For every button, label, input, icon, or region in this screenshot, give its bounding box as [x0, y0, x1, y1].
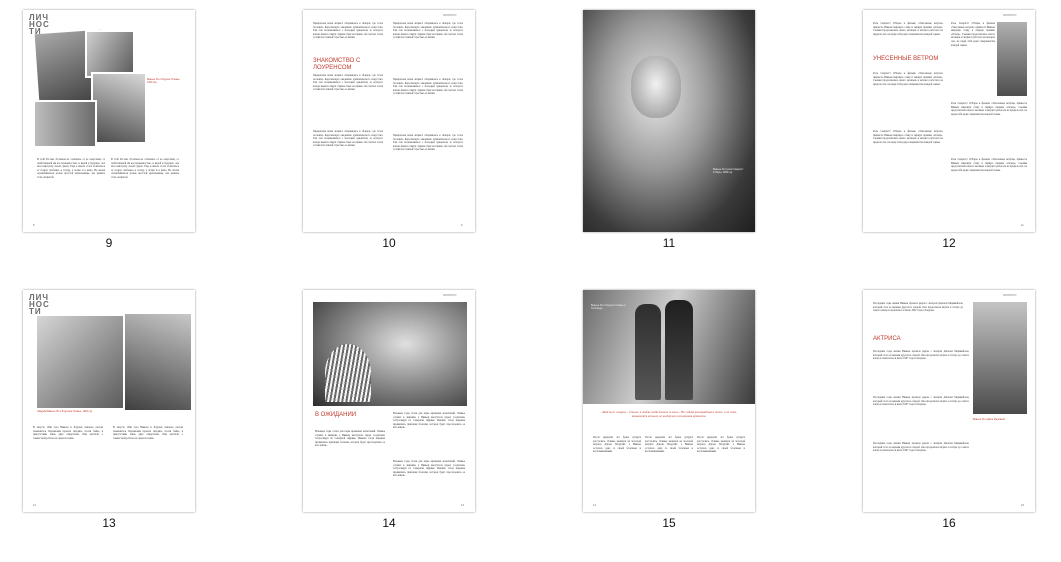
article-text-right: Прекрасная юная актриса отправилась в Лондон, где стала посещать Королевскую академию драматического искусства. Там она познакомилась с молодым адвокатом, за которого вскоре вышла замуж. Однако брак не принес ей счастья: театр оставался главной страстью ее жизни.: [393, 22, 463, 40]
page-thumbnail-9[interactable]: [23, 10, 195, 232]
article-text-left-2: Роль Скарлетт О'Хары в фильме «Унесенные ветром» принесла Вивьен мировую славу и первую премию «Оскар». Съемки продолжались много месяцев, и актриса работала на пределе сил, не щадя себя ради совершенства каждой сцены.: [873, 72, 943, 86]
folio: 8: [33, 224, 35, 227]
page-thumbnail-11[interactable]: [583, 10, 755, 232]
magazine-logo: ЛИЧ НОС ТИ: [29, 13, 50, 36]
page-number-10: 10: [382, 236, 396, 250]
article-text-intro: Последние годы жизни Вивьен провела рядом с актером Джоном Меривейлом, который стал ее верным другом и опорой. Она продолжала играть в театре до самого конца и скончалась в июле 1967 года в Лондоне.: [873, 302, 963, 313]
page-number-14: 14: [382, 516, 396, 530]
article-text-col-1: После двадцати лет брака супруги расстались. Оливье женился на молодой актрисе Джоан Плоурайт, а Вивьен осталась одна со своей болезнью и воспоминаниями.: [593, 436, 641, 454]
couple-photo: [91, 72, 147, 144]
hat-photo: [85, 30, 135, 78]
side-photo: [997, 22, 1027, 96]
wedding-photo: [37, 316, 127, 408]
page-number-11: 11: [662, 236, 676, 250]
article-text-right-3: Роль Скарлетт О'Хары в фильме «Унесенные ветром» принесла Вивьен мировую славу и первую премию «Оскар». Съемки продолжались много месяцев, и актриса работала на пределе сил, не щадя себя ради совершенства каждой сцены.: [951, 158, 1027, 172]
figure-man: [665, 300, 693, 400]
street-photo: [33, 100, 97, 148]
article-text-left: В этой России. И ничем не отличаясь от ее сверстниц, со свойственной им восторженностью, и верой в будущее, она шла навстречу своей судьбе. Еще в школе стала отличаться от подруг любовью к театру, а позже и к кино. Не желая ограничиваться ролью простой зрительницы, она решила стать актрисой.: [37, 158, 105, 179]
folio: 13: [461, 504, 464, 507]
figure-woman: [635, 304, 661, 400]
page-thumbnail-14[interactable]: [303, 290, 475, 512]
article-text-left: Прекрасная юная актриса отправилась в Лондон, где стала посещать Королевскую академию драматического искусства. Там она познакомилась с молодым адвокатом, за которого вскоре вышла замуж. Однако брак не принес ей счастья: театр оставался главной страстью ее жизни.: [313, 74, 383, 92]
photo-caption: Свадьба Вивьен Ли и Лоуренса Оливье, 1940 год: [37, 410, 92, 413]
folio: 11: [1021, 224, 1024, 227]
page-number-13: 13: [102, 516, 116, 530]
page-thumbnail-10[interactable]: [303, 10, 475, 232]
page-thumbnail-16[interactable]: [863, 290, 1035, 512]
section-heading: В ОЖИДАНИИ: [315, 412, 357, 418]
fan-detail: [325, 344, 371, 402]
section-heading: ЗНАКОМСТВО С ЛОУРЕНСОМ: [313, 58, 361, 71]
article-text-right-2: Военные годы стали для пары временем испытаний. Оливье служил в авиации, а Вивьен выступала перед солдатами, гастролируя по Северной Африке. Именно тогда впервые проявились признаки болезни, которая будет преследовать ее всю жизнь.: [393, 460, 465, 478]
page-number-12: 12: [942, 236, 956, 250]
article-text-intro: Прекрасная юная актриса отправилась в Лондон, где стала посещать Королевскую академию драматического искусства. Там она познакомилась с молодым адвокатом, за которого вскоре вышла замуж. Однако брак не принес ей счастья: театр оставался главной страстью ее жизни.: [313, 22, 383, 40]
pull-quote: «Мой муж говорил – Оливье, я люблю тебя больше жизни». Но судьба распорядилась иначе, и их союз, казавшийся вечным, не выдержал испытания временем.: [601, 410, 737, 418]
section-label: ЛИЧНОСТИ: [1003, 14, 1017, 17]
face-highlight: [631, 56, 681, 118]
article-text-right: Военные годы стали для пары временем испытаний. Оливье служил в авиации, а Вивьен выступала перед солдатами, гастролируя по Северной Африке. Именно тогда впервые проявились признаки болезни, которая будет преследовать ее всю жизнь.: [393, 412, 465, 430]
article-text-left: Роль Скарлетт О'Хары в фильме «Унесенные ветром» принесла Вивьен мировую славу и первую премию «Оскар». Съемки продолжались много месяцев, и актриса работала на пределе сил, не щадя себя ради совершенства каждой сцены.: [873, 22, 943, 36]
section-label: ЛИЧНОСТИ: [443, 14, 457, 17]
article-text-left-3: Роль Скарлетт О'Хары в фильме «Унесенные ветром» принесла Вивьен мировую славу и первую премию «Оскар». Съемки продолжались много месяцев, и актриса работала на пределе сил, не щадя себя ради совершенства каждой сцены.: [873, 130, 943, 144]
page-number-9: 9: [105, 236, 113, 250]
article-text-left-2: Прекрасная юная актриса отправилась в Лондон, где стала посещать Королевскую академию драматического искусства. Там она познакомилась с молодым адвокатом, за которого вскоре вышла замуж. Однако брак не принес ей счастья: театр оставался главной страстью ее жизни.: [313, 130, 383, 148]
page-number-15: 15: [662, 516, 676, 530]
section-heading: АКТРИСА: [873, 336, 901, 342]
folio: 14: [593, 504, 596, 507]
article-text-main-2: Последние годы жизни Вивьен провела рядом с актером Джоном Меривейлом, который стал ее верным другом и опорой. Она продолжала играть в театре до самого конца и скончалась в июле 1967 года в Лондоне.: [873, 396, 969, 407]
article-text-right: В этой России. И ничем не отличаясь от ее сверстниц, со свойственной им восторженностью, и верой в будущее, она шла навстречу своей судьбе. Еще в школе стала отличаться от подруг любовью к театру, а позже и к кино. Не желая ограничиваться ролью простой зрительницы, она решила стать актрисой.: [111, 158, 179, 179]
section-heading: УНЕСЕННЫЕ ВЕТРОМ: [873, 56, 939, 62]
page-number-16: 16: [942, 516, 956, 530]
page-thumbnail-12[interactable]: [863, 10, 1035, 232]
folio: 9: [461, 224, 463, 227]
article-text-col-2: После двадцати лет брака супруги расстались. Оливье женился на молодой актрисе Джоан Плоурайт, а Вивьен осталась одна со своей болезнью и воспоминаниями.: [645, 436, 693, 454]
article-text-right: Роль Скарлетт О'Хары в фильме «Унесенные ветром» принесла Вивьен мировую славу и первую премию «Оскар». Съемки продолжались много месяцев, и актриса работала на пределе сил, не щадя себя ради совершенства каждой сцены.: [951, 22, 995, 47]
photo-caption: Вивьен Ли и Джон Меривейл: [973, 418, 1006, 421]
section-label: ЛИЧНОСТИ: [1003, 294, 1017, 297]
article-text-left: Военные годы стали для пары временем испытаний. Оливье служил в авиации, а Вивьен выступала перед солдатами, гастролируя по Северной Африке. Именно тогда впервые проявились признаки болезни, которая будет преследовать ее всю жизнь.: [315, 430, 385, 448]
page-thumbnail-13[interactable]: [23, 290, 195, 512]
magazine-logo: ЛИЧ НОС ТИ: [29, 293, 50, 316]
article-text-right-2: Роль Скарлетт О'Хары в фильме «Унесенные ветром» принесла Вивьен мировую славу и первую премию «Оскар». Съемки продолжались много месяцев, и актриса работала на пределе сил, не щадя себя ради совершенства каждой сцены.: [951, 102, 1027, 116]
photo-caption: Вивьен Ли и Лоуренс Оливье в Голливуде: [591, 304, 626, 311]
folio: 12: [33, 504, 36, 507]
photo-caption: Вивьен Ли в роли Скарлетт О'Хары, 1939 год: [713, 168, 744, 175]
article-text-right-2: Прекрасная юная актриса отправилась в Лондон, где стала посещать Королевскую академию драматического искусства. Там она познакомилась с молодым адвокатом, за которого вскоре вышла замуж. Однако брак не принес ей счастья: театр оставался главной страстью ее жизни.: [393, 78, 463, 96]
garden-photo: [123, 312, 193, 412]
article-text-right-3: Прекрасная юная актриса отправилась в Лондон, где стала посещать Королевскую академию драматического искусства. Там она познакомилась с молодым адвокатом, за которого вскоре вышла замуж. Однако брак не принес ей счастья: театр оставался главной страстью ее жизни.: [393, 134, 463, 152]
article-text-main-3: Последние годы жизни Вивьен провела рядом с актером Джоном Меривейлом, который стал ее верным другом и опорой. Она продолжала играть в театре до самого конца и скончалась в июле 1967 года в Лондоне.: [873, 442, 969, 453]
full-page-portrait-photo: [583, 10, 755, 232]
side-photo: [973, 302, 1027, 414]
photo-caption: Вивьен Ли и Лоуренс Оливье, 1940 год: [147, 78, 181, 85]
section-label: ЛИЧНОСТИ: [443, 294, 457, 297]
article-text-left: В августе 1940 года Вивьен и Лоуренс наконец смогли пожениться. Церемония прошла скромно, почти тайно, в присутствии лишь двух свидетелей. Они мечтали о совместной работе на сцене и в кино.: [33, 426, 103, 440]
article-text-main: Последние годы жизни Вивьен провела рядом с актером Джоном Меривейлом, который стал ее верным другом и опорой. Она продолжала играть в театре до самого конца и скончалась в июле 1967 года в Лондоне.: [873, 350, 969, 361]
article-text-right: В августе 1940 года Вивьен и Лоуренс наконец смогли пожениться. Церемония прошла скромно, почти тайно, в присутствии лишь двух свидетелей. Они мечтали о совместной работе на сцене и в кино.: [113, 426, 183, 440]
article-text-col-3: После двадцати лет брака супруги расстались. Оливье женился на молодой актрисе Джоан Плоурайт, а Вивьен осталась одна со своей болезнью и воспоминаниями.: [697, 436, 745, 454]
folio: 15: [1021, 504, 1024, 507]
page-thumbnail-15[interactable]: [583, 290, 755, 512]
